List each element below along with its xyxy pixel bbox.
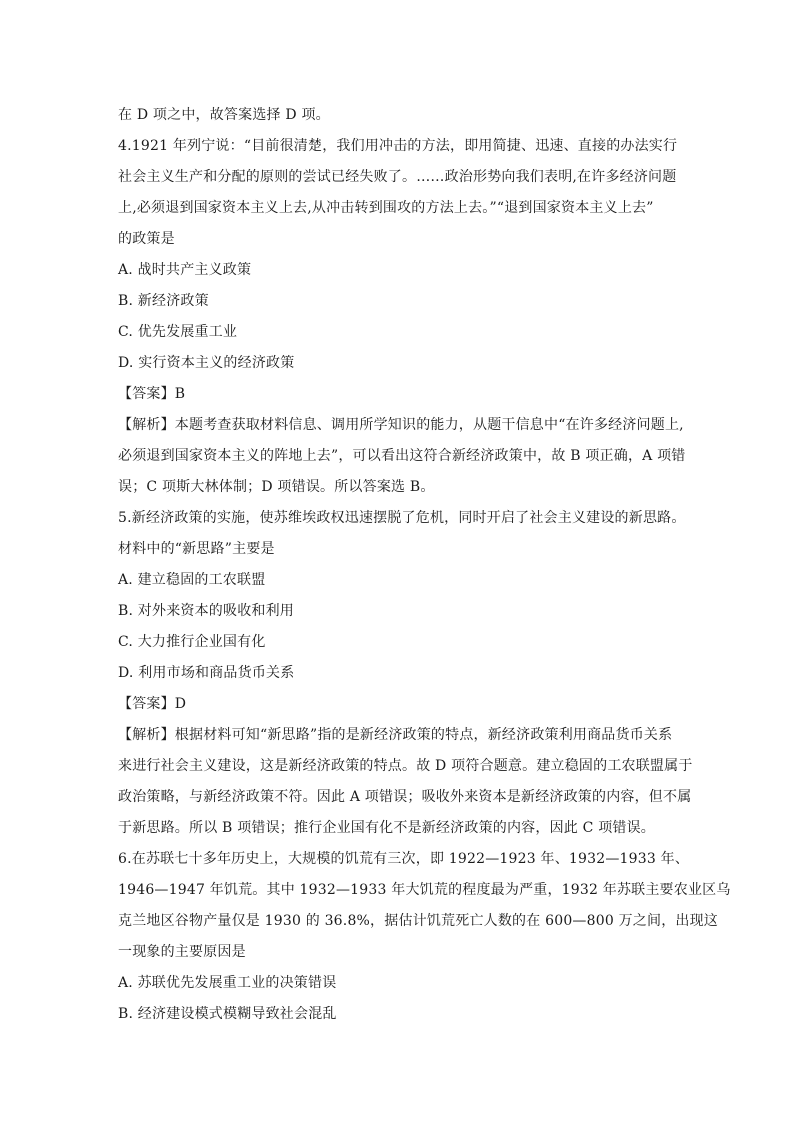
text-line: 材料中的“新思路”主要是 [118,541,275,557]
answer-label: 【答案】D [118,696,187,712]
document-page [118,100,731,1030]
text-line: 在 D 项之中，故答案选择 D 项。 [118,107,330,123]
text-line: 的政策是 [118,231,175,247]
option-a: A. 苏联优先发展重工业的决策错误 [118,975,337,991]
text-line: 社会主义生产和分配的原则的尝试已经失败了。……政治形势向我们表明,在许多经济问题 [118,169,677,185]
text-line: 政治策略，与新经济政策不符。因此 A 项错误；吸收外来资本是新经济政策的内容，但不属 [118,789,692,805]
text-line: 来进行社会主义建设，这是新经济政策的特点。故 D 项符合题意。建立稳固的工农联盟属于 [118,758,693,774]
text-line: 一现象的主要原因是 [118,944,246,960]
answer-label: 【答案】B [118,386,186,402]
option-a: A. 建立稳固的工农联盟 [118,572,266,588]
text-line: 于新思路。所以 B 项错误；推行企业国有化不是新经济政策的内容，因此 C 项错误。 [118,820,655,836]
text-line: 1946—1947 年饥荒。其中 1932—1933 年大饥荒的程度最为严重，1932 年苏联主要农业区乌 [118,882,731,898]
question-6-stem: 6.在苏联七十多年历史上，大规模的饥荒有三次，即 1922—1923 年、1932—1933 年、 [118,851,690,867]
analysis-text: 【解析】本题考查获取材料信息、调用所学知识的能力，从题干信息中“在许多经济问题上, [118,417,684,433]
text-line: 误；C 项斯大林体制；D 项错误。所以答案选 B。 [118,479,435,495]
question-5-stem: 5.新经济政策的实施，使苏维埃政权迅速摆脱了危机，同时开启了社会主义建设的新思路。 [118,510,686,526]
text-line: 必须退到国家资本主义的阵地上去”，可以看出这符合新经济政策中，故 B 项正确，A 项错 [118,448,686,464]
option-b: B. 对外来资本的吸收和利用 [118,603,294,619]
option-b: B. 新经济政策 [118,293,209,309]
option-d: D. 实行资本主义的经济政策 [118,355,295,371]
option-b: B. 经济建设模式模糊导致社会混乱 [118,1006,337,1022]
option-d: D. 利用市场和商品货币关系 [118,665,295,681]
text-line: 上,必须退到国家资本主义上去,从冲击转到围攻的方法上去。”“退到国家资本主义上去” [118,200,654,216]
option-c: C. 大力推行企业国有化 [118,634,266,650]
question-4-stem: 4.1921 年列宁说：“目前很清楚，我们用冲击的方法，即用简捷、迅速、直接的办法实行 [118,138,678,154]
text-line: 克兰地区谷物产量仅是 1930 的 36.8%，据估计饥荒死亡人数的在 600—800 万之间，出现这 [118,913,718,929]
option-c: C. 优先发展重工业 [118,324,238,340]
option-a: A. 战时共产主义政策 [118,262,252,278]
analysis-text: 【解析】根据材料可知“新思路”指的是新经济政策的特点，新经济政策利用商品货币关系 [118,727,673,743]
